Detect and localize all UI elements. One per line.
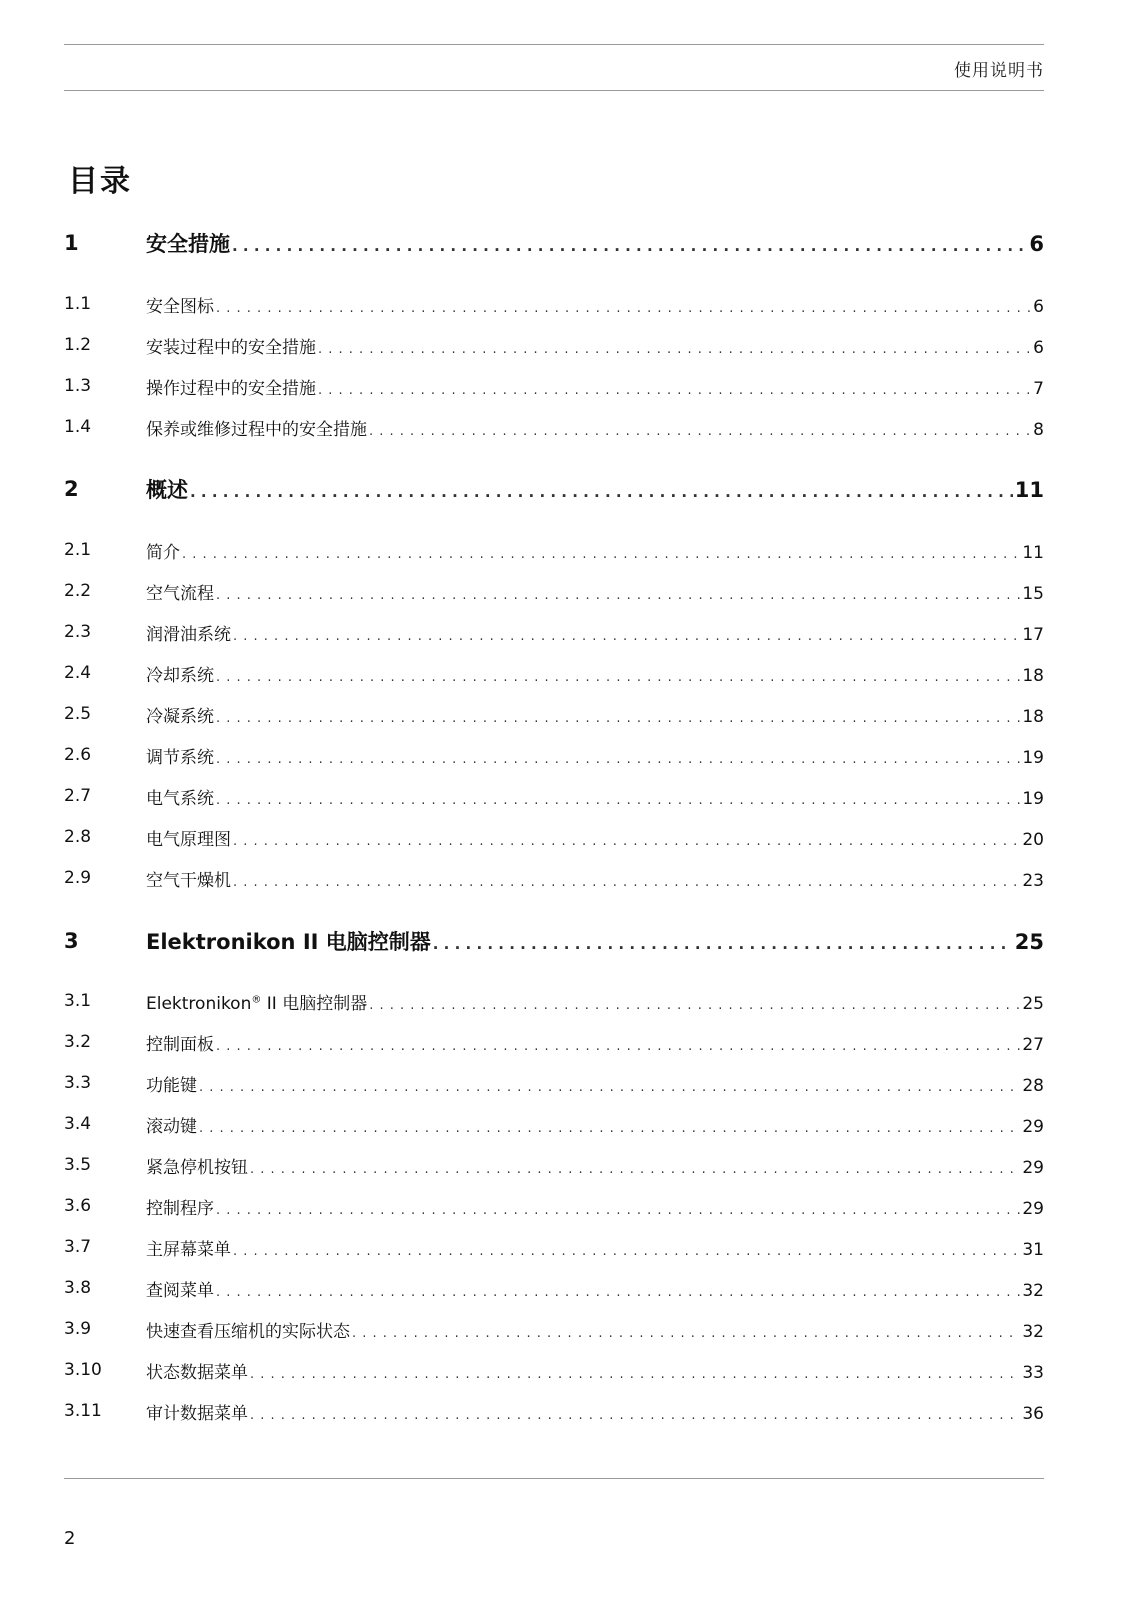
toc-entry-label-text: 查阅菜单 <box>146 1280 214 1301</box>
toc-entry-number: 1.3 <box>64 376 92 396</box>
toc-entry-text <box>146 1112 1044 1137</box>
toc-entry-text <box>146 1153 1044 1178</box>
toc-entry-number: 3.8 <box>64 1278 92 1298</box>
toc-entry-label-text: 功能键 <box>146 1075 197 1096</box>
toc-section-entry[interactable] <box>64 412 1044 442</box>
toc-entry-page: 7 <box>1033 378 1044 399</box>
toc-entry-page: 29 <box>1022 1198 1044 1219</box>
toc-entry-label-text: 电气原理图 <box>146 829 231 850</box>
toc-entry-label <box>146 620 231 645</box>
toc-entry-page: 23 <box>1022 870 1044 891</box>
toc-section-entry[interactable] <box>64 781 1044 811</box>
toc-dot-leader <box>233 629 1020 644</box>
toc-entry-page: 11 <box>1022 542 1044 563</box>
toc-entry-label-text: 主屏幕菜单 <box>146 1239 231 1260</box>
toc-entry-label-text: 安装过程中的安全措施 <box>146 337 316 358</box>
toc-entry-page: 6 <box>1029 232 1044 256</box>
toc-entry-text <box>146 743 1044 768</box>
header-rule-bottom <box>64 90 1044 91</box>
toc-section-entry[interactable] <box>64 1273 1044 1303</box>
toc-dot-leader <box>216 752 1020 767</box>
toc-entry-text <box>146 702 1044 727</box>
toc-entry-number: 1.1 <box>64 294 92 314</box>
toc-entry-page: 18 <box>1022 706 1044 727</box>
toc-entry-page: 29 <box>1022 1157 1044 1178</box>
toc-entry-label-text: 审计数据菜单 <box>146 1403 248 1424</box>
toc-dot-leader <box>216 1039 1020 1054</box>
toc-entry-number: 3 <box>64 929 79 953</box>
toc-entry-text <box>146 538 1044 563</box>
toc-entry-label <box>146 1276 214 1301</box>
toc-entry-number: 1.2 <box>64 335 92 355</box>
toc-section-entry[interactable] <box>64 658 1044 688</box>
toc-entry-label-text: 紧急停机按钮 <box>146 1157 248 1178</box>
toc-entry-label-text: 滚动键 <box>146 1116 197 1137</box>
toc-dot-leader <box>318 342 1031 357</box>
toc-dot-leader <box>369 424 1031 439</box>
toc-entry-page: 33 <box>1022 1362 1044 1383</box>
toc-dot-leader <box>352 1326 1020 1341</box>
toc-entry-text <box>146 474 1044 504</box>
toc-entry-page: 6 <box>1033 296 1044 317</box>
toc-entry-number: 2.2 <box>64 581 92 601</box>
toc-entry-page: 25 <box>1022 993 1044 1014</box>
toc-entry-label <box>146 228 230 258</box>
toc-entry-text <box>146 1276 1044 1301</box>
toc-entry-label <box>146 926 431 956</box>
toc-chapter-entry[interactable] <box>64 926 1044 956</box>
toc-entry-label <box>146 702 214 727</box>
toc-entry-label-text: 快速查看压缩机的实际状态 <box>146 1321 350 1342</box>
toc-entry-number: 3.1 <box>64 991 92 1011</box>
toc-entry-text <box>146 1399 1044 1424</box>
toc-entry-page: 32 <box>1022 1321 1044 1342</box>
toc-entry-label-text: 空气流程 <box>146 583 214 604</box>
toc-entry-number: 2.7 <box>64 786 92 806</box>
toc-entry-label-text: 安全图标 <box>146 296 214 317</box>
toc-dot-leader <box>369 998 1020 1013</box>
toc-section-entry[interactable] <box>64 1109 1044 1139</box>
toc-entry-number: 2.5 <box>64 704 92 724</box>
toc-entry-text <box>146 1194 1044 1219</box>
toc-entry-page: 8 <box>1033 419 1044 440</box>
toc-entry-number: 1 <box>64 231 79 255</box>
toc-entry-text <box>146 825 1044 850</box>
toc-section-entry[interactable] <box>64 1150 1044 1180</box>
toc-entry-label-text: 简介 <box>146 542 180 563</box>
toc-entry-text <box>146 784 1044 809</box>
toc-entry-text <box>146 1358 1044 1383</box>
toc-section-entry[interactable] <box>64 617 1044 647</box>
toc-entry-label-text: 冷却系统 <box>146 665 214 686</box>
toc-dot-leader <box>199 1080 1020 1095</box>
toc-entry-text <box>146 333 1044 358</box>
toc-entry-page: 6 <box>1033 337 1044 358</box>
toc-dot-leader <box>216 1203 1020 1218</box>
toc-entry-label-text: 调节系统 <box>146 747 214 768</box>
toc-entry-page: 28 <box>1022 1075 1044 1096</box>
toc-entry-number: 3.7 <box>64 1237 92 1257</box>
toc-dot-leader <box>318 383 1031 398</box>
toc-dot-leader <box>433 935 1013 953</box>
toc-entry-number: 1.4 <box>64 417 92 437</box>
toc-entry-label-text: 安全措施 <box>146 232 230 256</box>
toc-entry-number: 3.5 <box>64 1155 92 1175</box>
toc-entry-number: 2.8 <box>64 827 92 847</box>
toc-entry-label <box>146 333 316 358</box>
toc-entry-page: 31 <box>1022 1239 1044 1260</box>
toc-entry-text <box>146 926 1044 956</box>
toc-entry-number: 3.2 <box>64 1032 92 1052</box>
toc-entry-text <box>146 1235 1044 1260</box>
footer-rule <box>64 1478 1044 1479</box>
toc-entry-label <box>146 1071 197 1096</box>
toc-entry-label <box>146 661 214 686</box>
toc-entry-number: 2.3 <box>64 622 92 642</box>
toc-entry-label <box>146 474 188 504</box>
toc-section-entry[interactable] <box>64 576 1044 606</box>
toc-entry-label-text: 状态数据菜单 <box>146 1362 248 1383</box>
toc-dot-leader <box>250 1162 1020 1177</box>
toc-dot-leader <box>199 1121 1020 1136</box>
toc-section-entry[interactable] <box>64 1068 1044 1098</box>
toc-entry-label-text: 概述 <box>146 478 188 502</box>
toc-entry-label <box>146 1112 197 1137</box>
toc-entry-label <box>146 1358 248 1383</box>
toc-section-entry[interactable] <box>64 1232 1044 1262</box>
toc-entry-label-text: 冷凝系统 <box>146 706 214 727</box>
toc-entry-number: 2.9 <box>64 868 92 888</box>
toc-entry-number: 2 <box>64 477 79 501</box>
toc-entry-label <box>146 743 214 768</box>
toc-entry-label <box>146 374 316 399</box>
toc-section-entry[interactable] <box>64 986 1044 1016</box>
toc-chapter-entry[interactable] <box>64 474 1044 504</box>
toc-entry-label <box>146 1030 214 1055</box>
toc-entry-label <box>146 825 231 850</box>
toc-entry-label <box>146 538 180 563</box>
toc-dot-leader <box>232 237 1027 255</box>
toc-dot-leader <box>233 875 1020 890</box>
toc-entry-label <box>146 1153 248 1178</box>
toc-section-entry[interactable] <box>64 1314 1044 1344</box>
toc-entry-label <box>146 866 231 891</box>
toc-entry-number: 2.6 <box>64 745 92 765</box>
toc-entry-page: 15 <box>1022 583 1044 604</box>
toc-entry-text <box>146 579 1044 604</box>
toc-entry-page: 19 <box>1022 747 1044 768</box>
toc-entry-label <box>146 579 214 604</box>
toc-entry-page: 18 <box>1022 665 1044 686</box>
toc-entry-label-text: 控制面板 <box>146 1034 214 1055</box>
toc-dot-leader <box>190 483 1013 501</box>
toc-entry-text <box>146 374 1044 399</box>
toc-entry-text <box>146 866 1044 891</box>
toc-entry-number: 3.9 <box>64 1319 92 1339</box>
toc-entry-label-text: 保养或维修过程中的安全措施 <box>146 419 367 440</box>
toc-entry-text <box>146 1071 1044 1096</box>
toc-entry-number: 3.3 <box>64 1073 92 1093</box>
toc-entry-page: 36 <box>1022 1403 1044 1424</box>
toc-dot-leader <box>216 793 1020 808</box>
toc-entry-number: 2.1 <box>64 540 92 560</box>
toc-section-entry[interactable] <box>64 1355 1044 1385</box>
toc-entry-page: 20 <box>1022 829 1044 850</box>
toc-section-entry[interactable] <box>64 740 1044 770</box>
toc-section-entry[interactable] <box>64 1396 1044 1426</box>
toc-entry-label <box>146 989 367 1014</box>
header-title: 使用说明书 <box>954 61 1044 81</box>
toc-entry-number: 3.6 <box>64 1196 92 1216</box>
toc-entry-label-suffix: II 电脑控制器 <box>261 993 368 1014</box>
toc-dot-leader <box>250 1408 1020 1423</box>
toc-entry-label-text: 电气系统 <box>146 788 214 809</box>
toc-entry-label <box>146 1194 214 1219</box>
toc-section-entry[interactable] <box>64 289 1044 319</box>
toc-dot-leader <box>233 1244 1020 1259</box>
toc-dot-leader <box>250 1367 1020 1382</box>
toc-entry-text <box>146 415 1044 440</box>
toc-section-entry[interactable] <box>64 330 1044 360</box>
toc-dot-leader <box>233 834 1020 849</box>
toc-entry-label <box>146 415 367 440</box>
toc-section-entry[interactable] <box>64 371 1044 401</box>
toc-dot-leader <box>216 301 1031 316</box>
header-rule-top <box>64 44 1044 45</box>
toc-entry-label-text: Elektronikon II 电脑控制器 <box>146 930 431 954</box>
toc-entry-page: 27 <box>1022 1034 1044 1055</box>
toc-entry-label-text: 空气干燥机 <box>146 870 231 891</box>
toc-entry-label <box>146 1235 231 1260</box>
toc-entry-text <box>146 989 1044 1014</box>
toc-entry-text <box>146 292 1044 317</box>
toc-entry-number: 3.10 <box>64 1360 102 1380</box>
toc-section-entry[interactable] <box>64 699 1044 729</box>
toc-section-entry[interactable] <box>64 822 1044 852</box>
toc-entry-label-text: Elektronikon <box>146 993 252 1014</box>
toc-title: 目录 <box>68 164 132 199</box>
toc-section-entry[interactable] <box>64 1191 1044 1221</box>
toc-entry-label <box>146 784 214 809</box>
toc-entry-page: 25 <box>1014 930 1044 954</box>
toc-chapter-entry[interactable] <box>64 228 1044 258</box>
toc-section-entry[interactable] <box>64 1027 1044 1057</box>
toc-dot-leader <box>182 547 1020 562</box>
toc-dot-leader <box>216 1285 1020 1300</box>
toc-entry-label <box>146 1317 350 1342</box>
toc-dot-leader <box>216 670 1020 685</box>
toc-entry-text <box>146 1030 1044 1055</box>
toc-entry-page: 11 <box>1014 478 1044 502</box>
page-number: 2 <box>64 1528 76 1549</box>
toc-entry-label-text: 润滑油系统 <box>146 624 231 645</box>
toc-entry-text <box>146 661 1044 686</box>
toc-entry-number: 3.4 <box>64 1114 92 1134</box>
registered-mark: ® <box>251 993 262 1005</box>
toc-dot-leader <box>216 588 1020 603</box>
toc-entry-number: 2.4 <box>64 663 92 683</box>
toc-entry-label-text: 操作过程中的安全措施 <box>146 378 316 399</box>
toc-entry-label <box>146 1399 248 1424</box>
toc-entry-page: 32 <box>1022 1280 1044 1301</box>
toc-entry-label-text: 控制程序 <box>146 1198 214 1219</box>
toc-entry-text <box>146 620 1044 645</box>
toc-entry-text <box>146 1317 1044 1342</box>
toc-entry-label <box>146 292 214 317</box>
toc-entry-number: 3.11 <box>64 1401 102 1421</box>
toc-dot-leader <box>216 711 1020 726</box>
toc-entry-page: 19 <box>1022 788 1044 809</box>
toc-entry-page: 17 <box>1022 624 1044 645</box>
toc-section-entry[interactable] <box>64 863 1044 893</box>
toc-section-entry[interactable] <box>64 535 1044 565</box>
toc-entry-text <box>146 228 1044 258</box>
toc-entry-page: 29 <box>1022 1116 1044 1137</box>
